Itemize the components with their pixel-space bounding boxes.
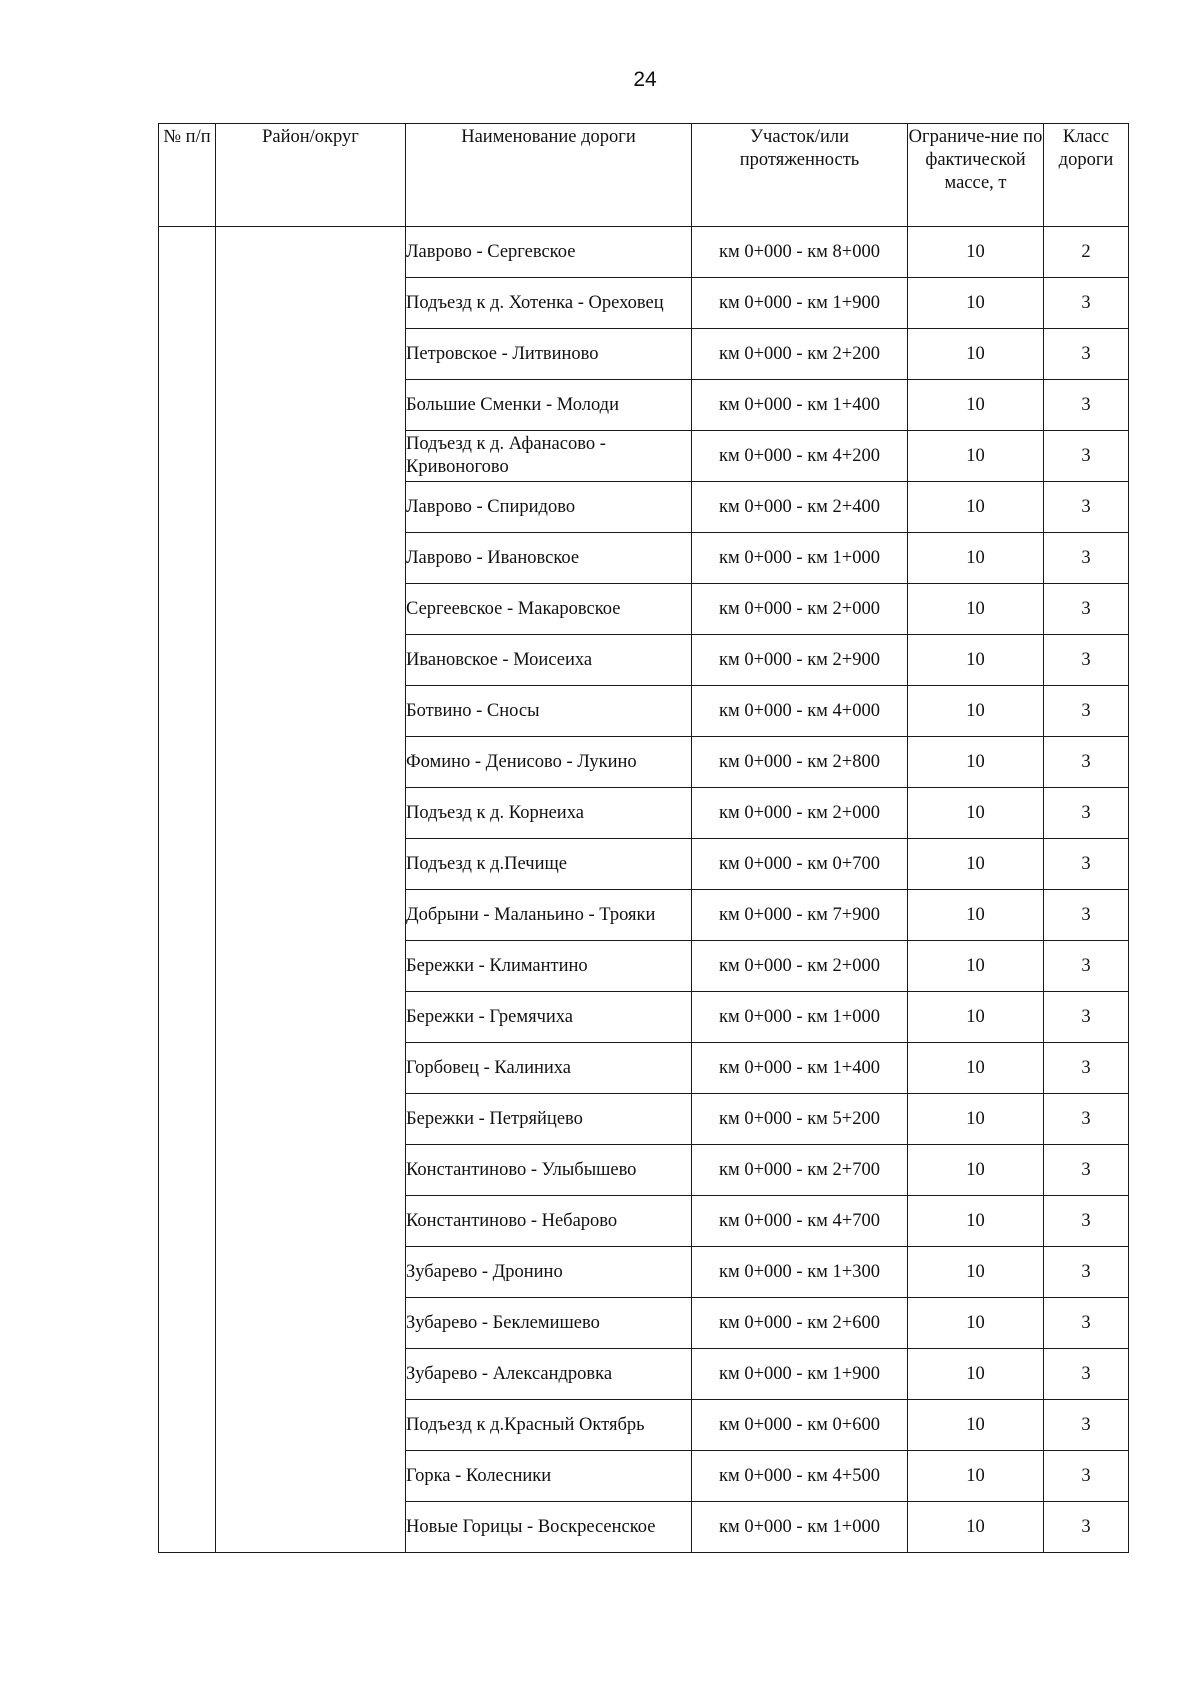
- road-name-cell: Большие Сменки - Молоди: [406, 380, 692, 431]
- road-class-cell: 3: [1044, 533, 1129, 584]
- section-cell: км 0+000 - км 1+000: [692, 992, 908, 1043]
- mass-limit-cell: 10: [908, 992, 1044, 1043]
- road-class-cell: 3: [1044, 1196, 1129, 1247]
- section-cell: км 0+000 - км 1+000: [692, 533, 908, 584]
- mass-limit-cell: 10: [908, 890, 1044, 941]
- page-number: 24: [633, 68, 657, 91]
- road-class-cell: 3: [1044, 839, 1129, 890]
- section-cell: км 0+000 - км 2+400: [692, 482, 908, 533]
- header-district: Район/округ: [216, 124, 406, 227]
- section-cell: км 0+000 - км 2+900: [692, 635, 908, 686]
- road-class-cell: 3: [1044, 992, 1129, 1043]
- road-name-cell: Горбовец - Калиниха: [406, 1043, 692, 1094]
- section-cell: км 0+000 - км 2+000: [692, 941, 908, 992]
- road-class-cell: 3: [1044, 1298, 1129, 1349]
- road-class-cell: 3: [1044, 1451, 1129, 1502]
- mass-limit-cell: 10: [908, 584, 1044, 635]
- road-class-cell: 3: [1044, 278, 1129, 329]
- road-class-cell: 3: [1044, 635, 1129, 686]
- road-class-cell: 3: [1044, 686, 1129, 737]
- road-class-cell: 3: [1044, 1502, 1129, 1553]
- road-name-cell: Константиново - Небарово: [406, 1196, 692, 1247]
- road-class-cell: 3: [1044, 890, 1129, 941]
- header-mass-limit: Ограниче-ние по фактической массе, т: [908, 124, 1044, 227]
- road-name-cell: Фомино - Денисово - Лукино: [406, 737, 692, 788]
- road-name-cell: Подъезд к д. Корнеиха: [406, 788, 692, 839]
- header-num: № п/п: [159, 124, 216, 227]
- section-cell: км 0+000 - км 4+000: [692, 686, 908, 737]
- roads-table-container: [158, 123, 1128, 1553]
- section-cell: км 0+000 - км 1+400: [692, 380, 908, 431]
- road-class-cell: 3: [1044, 1247, 1129, 1298]
- road-name-cell: Бережки - Климантино: [406, 941, 692, 992]
- mass-limit-cell: 10: [908, 329, 1044, 380]
- section-cell: км 0+000 - км 2+800: [692, 737, 908, 788]
- table-row: [159, 227, 1129, 278]
- road-class-cell: 3: [1044, 788, 1129, 839]
- section-cell: км 0+000 - км 4+700: [692, 1196, 908, 1247]
- road-name-cell: Бережки - Гремячиха: [406, 992, 692, 1043]
- mass-limit-cell: 10: [908, 1451, 1044, 1502]
- roads-table: [158, 123, 1129, 1553]
- num-cell: [159, 227, 216, 1553]
- road-name-cell: Горка - Колесники: [406, 1451, 692, 1502]
- section-cell: км 0+000 - км 4+200: [692, 431, 908, 482]
- road-name-cell: Зубарево - Александровка: [406, 1349, 692, 1400]
- mass-limit-cell: 10: [908, 1502, 1044, 1553]
- table-body: [159, 227, 1129, 1553]
- mass-limit-cell: 10: [908, 278, 1044, 329]
- road-name-cell: Лаврово - Сергевское: [406, 227, 692, 278]
- mass-limit-cell: 10: [908, 686, 1044, 737]
- mass-limit-cell: 10: [908, 1400, 1044, 1451]
- road-class-cell: 3: [1044, 584, 1129, 635]
- mass-limit-cell: 10: [908, 431, 1044, 482]
- road-name-cell: Бережки - Петряйцево: [406, 1094, 692, 1145]
- section-cell: км 0+000 - км 2+600: [692, 1298, 908, 1349]
- road-name-cell: Ботвино - Сносы: [406, 686, 692, 737]
- road-class-cell: 3: [1044, 1400, 1129, 1451]
- section-cell: км 0+000 - км 2+700: [692, 1145, 908, 1196]
- road-class-cell: 3: [1044, 380, 1129, 431]
- mass-limit-cell: 10: [908, 788, 1044, 839]
- mass-limit-cell: 10: [908, 737, 1044, 788]
- road-name-cell: Лаврово - Ивановское: [406, 533, 692, 584]
- road-class-cell: 3: [1044, 431, 1129, 482]
- district-cell: [216, 227, 406, 1553]
- header-row: [159, 124, 1129, 227]
- section-cell: км 0+000 - км 7+900: [692, 890, 908, 941]
- road-class-cell: 3: [1044, 329, 1129, 380]
- road-name-cell: Зубарево - Дронино: [406, 1247, 692, 1298]
- section-cell: км 0+000 - км 2+000: [692, 584, 908, 635]
- mass-limit-cell: 10: [908, 941, 1044, 992]
- mass-limit-cell: 10: [908, 1094, 1044, 1145]
- road-name-cell: Сергеевское - Макаровское: [406, 584, 692, 635]
- mass-limit-cell: 10: [908, 839, 1044, 890]
- road-name-cell: Подъезд к д. Хотенка - Ореховец: [406, 278, 692, 329]
- mass-limit-cell: 10: [908, 1349, 1044, 1400]
- road-name-cell: Константиново - Улыбышево: [406, 1145, 692, 1196]
- section-cell: км 0+000 - км 1+000: [692, 1502, 908, 1553]
- road-name-cell: Подъезд к д.Красный Октябрь: [406, 1400, 692, 1451]
- mass-limit-cell: 10: [908, 1298, 1044, 1349]
- road-name-cell: Зубарево - Беклемишево: [406, 1298, 692, 1349]
- road-class-cell: 3: [1044, 482, 1129, 533]
- road-name-cell: Новые Горицы - Воскресенское: [406, 1502, 692, 1553]
- mass-limit-cell: 10: [908, 635, 1044, 686]
- road-name-cell: Лаврово - Спиридово: [406, 482, 692, 533]
- road-name-cell: Ивановское - Моисеиха: [406, 635, 692, 686]
- mass-limit-cell: 10: [908, 1145, 1044, 1196]
- road-class-cell: 3: [1044, 1145, 1129, 1196]
- section-cell: км 0+000 - км 8+000: [692, 227, 908, 278]
- section-cell: км 0+000 - км 4+500: [692, 1451, 908, 1502]
- mass-limit-cell: 10: [908, 1043, 1044, 1094]
- section-cell: км 0+000 - км 1+900: [692, 278, 908, 329]
- mass-limit-cell: 10: [908, 533, 1044, 584]
- section-cell: км 0+000 - км 1+300: [692, 1247, 908, 1298]
- table-header: [159, 124, 1129, 227]
- section-cell: км 0+000 - км 2+000: [692, 788, 908, 839]
- mass-limit-cell: 10: [908, 380, 1044, 431]
- road-name-cell: Петровское - Литвиново: [406, 329, 692, 380]
- mass-limit-cell: 10: [908, 482, 1044, 533]
- road-class-cell: 2: [1044, 227, 1129, 278]
- road-class-cell: 3: [1044, 941, 1129, 992]
- section-cell: км 0+000 - км 1+900: [692, 1349, 908, 1400]
- mass-limit-cell: 10: [908, 1196, 1044, 1247]
- section-cell: км 0+000 - км 2+200: [692, 329, 908, 380]
- road-name-cell: Добрыни - Маланьино - Трояки: [406, 890, 692, 941]
- section-cell: км 0+000 - км 1+400: [692, 1043, 908, 1094]
- header-section: Участок/или протяженность: [692, 124, 908, 227]
- road-class-cell: 3: [1044, 1349, 1129, 1400]
- road-class-cell: 3: [1044, 1043, 1129, 1094]
- road-class-cell: 3: [1044, 737, 1129, 788]
- mass-limit-cell: 10: [908, 1247, 1044, 1298]
- road-class-cell: 3: [1044, 1094, 1129, 1145]
- mass-limit-cell: 10: [908, 227, 1044, 278]
- section-cell: км 0+000 - км 0+600: [692, 1400, 908, 1451]
- road-name-cell: Подъезд к д. Афанасово - Кривоногово: [406, 431, 692, 482]
- road-name-cell: Подъезд к д.Печище: [406, 839, 692, 890]
- section-cell: км 0+000 - км 0+700: [692, 839, 908, 890]
- header-road-name: Наименование дороги: [406, 124, 692, 227]
- header-road-class: Класс дороги: [1044, 124, 1129, 227]
- section-cell: км 0+000 - км 5+200: [692, 1094, 908, 1145]
